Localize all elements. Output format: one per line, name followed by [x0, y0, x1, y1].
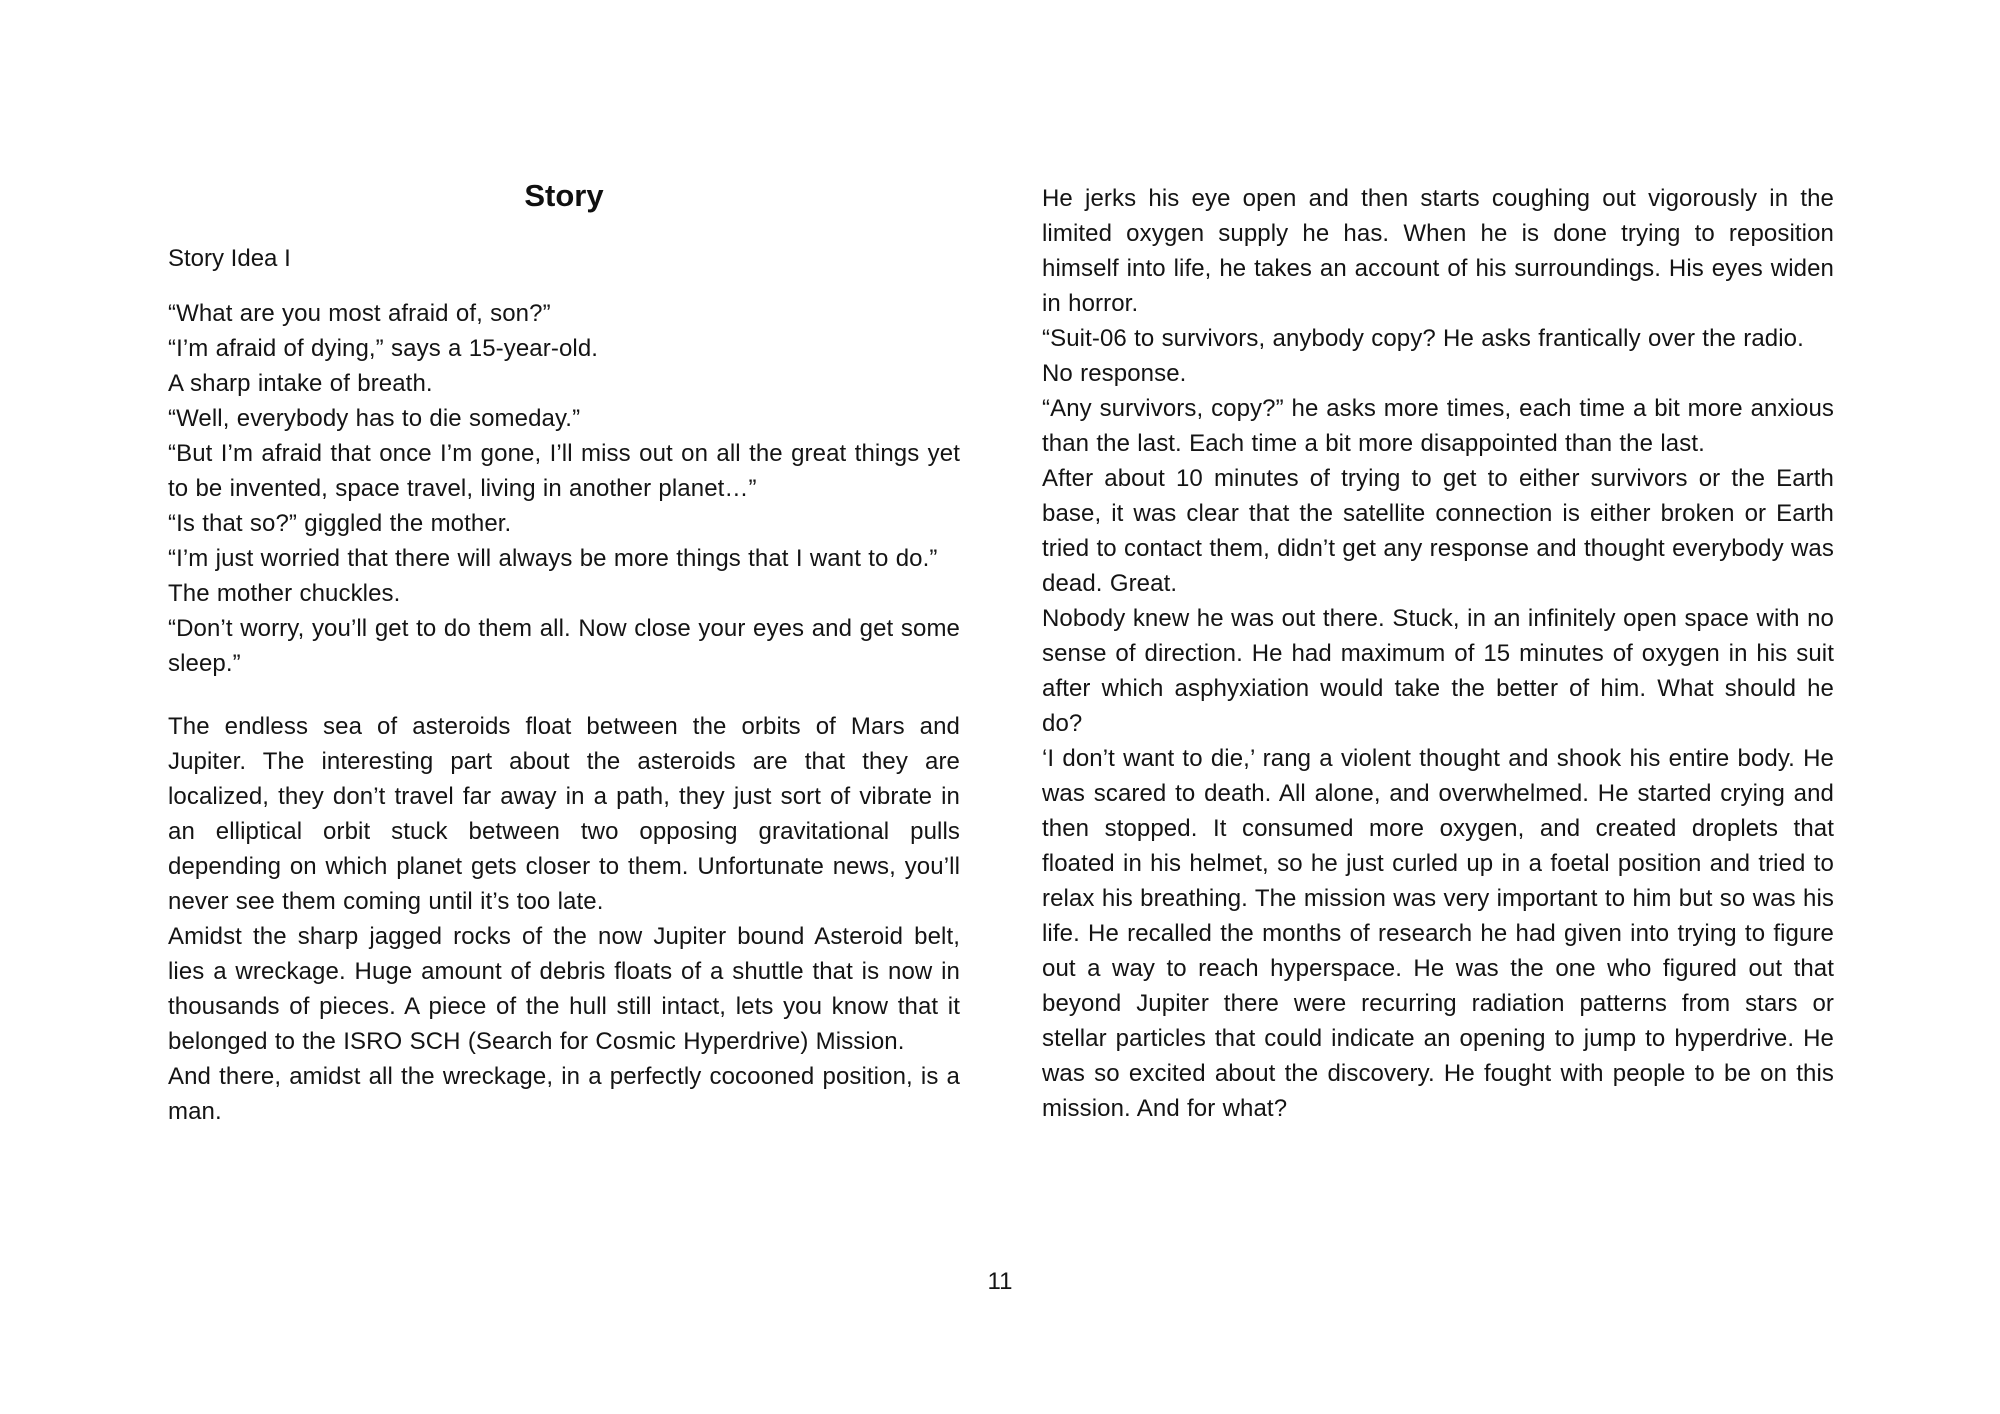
dialogue-line: “What are you most afraid of, son?” [168, 300, 551, 327]
right-column [1042, 181, 1834, 1126]
left-column [168, 178, 960, 1129]
page-title: Story [524, 178, 604, 213]
story-body-block [168, 709, 960, 1129]
dialogue-line: “But I’m afraid that once I’m gone, I’ll miss out on all the great things yet to be invented, space travel, living in another planet…” [168, 440, 960, 502]
dialogue-block [168, 296, 960, 681]
paragraph: No response. [1042, 360, 1187, 387]
dialogue-line: A sharp intake of breath. [168, 370, 433, 397]
paragraph: He jerks his eye open and then starts coughing out vigorously in the limited oxygen supply he has. When he is done trying to reposition himself into life, he takes an account of his surroundings. His eyes widen in horror. [1042, 185, 1834, 317]
paragraph: ‘I don’t want to die,’ rang a violent thought and shook his entire body. He was scared to death. All alone, and overwhelmed. He started crying and then stopped. It consumed more oxygen, and created droplets that floated in his helmet, so he just curled up in a foetal position and tried to relax his breathing. The mission was very important to him but so was his life. He recalled the months of research he had given into trying to figure out a way to reach hyperspace. He was the one who figured out that beyond Jupiter there were recurring radiation patterns from stars or stellar particles that could indicate an opening to jump to hyperdrive. He was so excited about the discovery. He fought with people to be on this mission. And for what? [1042, 745, 1834, 1122]
dialogue-line: “I’m afraid of dying,” says a 15-year-old. [168, 335, 599, 362]
paragraph: After about 10 minutes of trying to get to either survivors or the Earth base, it was clear that the satellite connection is either broken or Earth tried to contact them, didn’t get any response and thought everybody was dead. Great. [1042, 465, 1834, 597]
dialogue-line: “Is that so?” giggled the mother. [168, 510, 512, 537]
paragraph: Amidst the sharp jagged rocks of the now Jupiter bound Asteroid belt, lies a wreckage. Huge amount of debris floats of a shuttle that is now in thousands of pieces. A piece of the hull still intact, lets you know that it belonged to the ISRO SCH (Search for Cosmic Hyperdrive) Mission. [168, 923, 960, 1055]
paragraph: “Suit-06 to survivors, anybody copy? He asks frantically over the radio. [1042, 325, 1804, 352]
page-number: 11 [987, 1268, 1013, 1295]
dialogue-line: “I’m just worried that there will always be more things that I want to do.” [168, 545, 938, 572]
dialogue-line: The mother chuckles. [168, 580, 401, 607]
section-heading: Story Idea I [168, 245, 291, 272]
paragraph: Nobody knew he was out there. Stuck, in an infinitely open space with no sense of direction. He had maximum of 15 minutes of oxygen in his suit after which asphyxiation would take the better of him. What should he do? [1042, 605, 1834, 737]
paragraph: “Any survivors, copy?” he asks more times, each time a bit more anxious than the last. Each time a bit more disappointed than the last. [1042, 395, 1834, 457]
dialogue-line: “Well, everybody has to die someday.” [168, 405, 581, 432]
paragraph: And there, amidst all the wreckage, in a perfectly cocooned position, is a man. [168, 1063, 960, 1125]
paragraph: The endless sea of asteroids float between the orbits of Mars and Jupiter. The interesting part about the asteroids are that they are localized, they don’t travel far away in a path, they just sort of vibrate in an elliptical orbit stuck between two opposing gravitational pulls depending on which planet gets closer to them. Unfortunate news, you’ll never see them coming until it’s too late. [168, 713, 960, 915]
dialogue-line: “Don’t worry, you’ll get to do them all. Now close your eyes and get some sleep.” [168, 615, 960, 677]
